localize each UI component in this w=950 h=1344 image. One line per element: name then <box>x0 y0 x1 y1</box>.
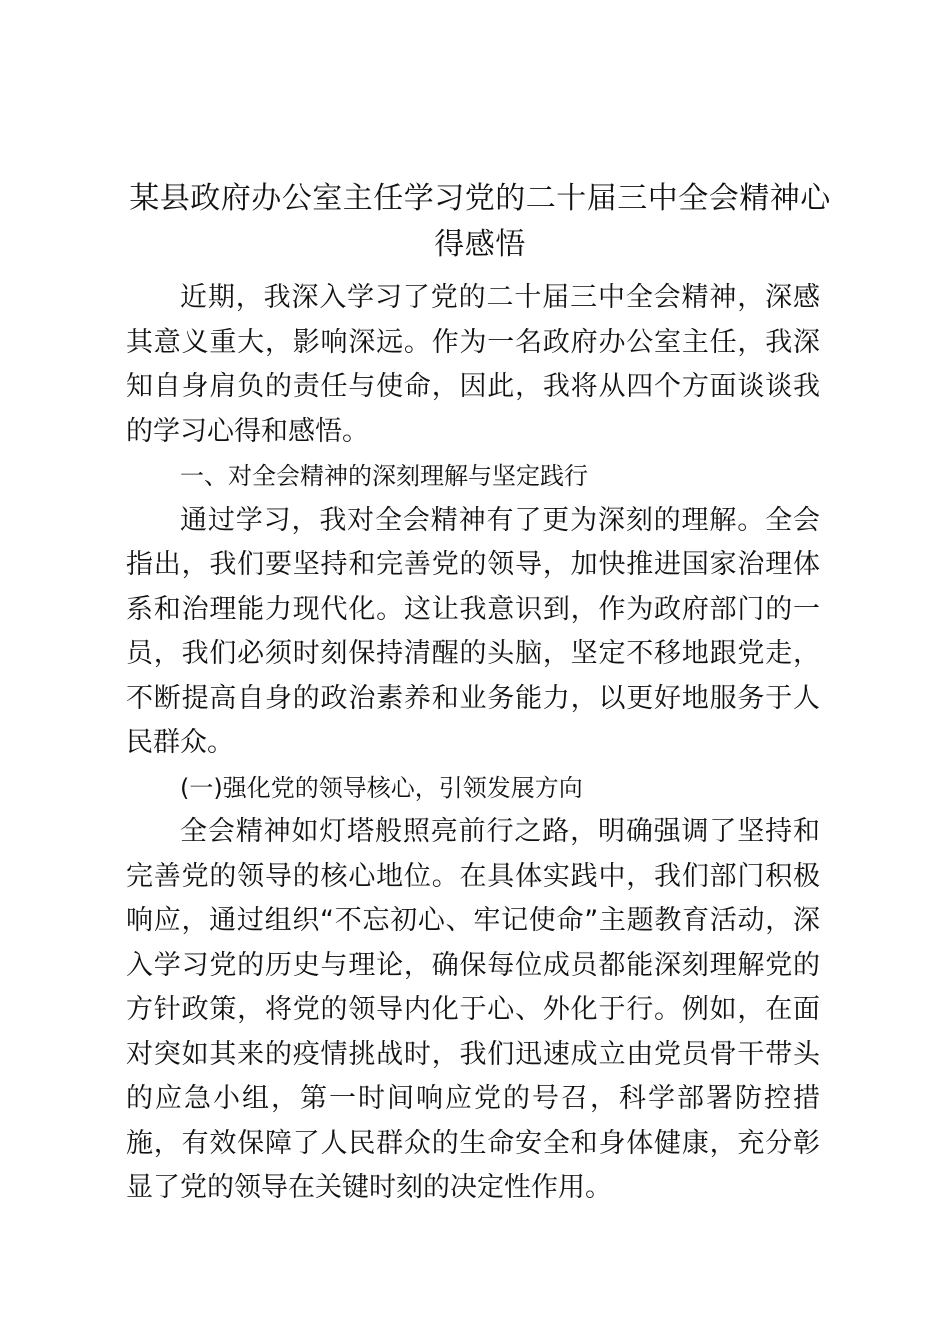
intro-paragraph: 近期，我深入学习了党的二十届三中全会精神，深感其意义重大，影响深远。作为一名政府办公室主任，我深知自身肩负的责任与使命，因此，我将从四个方面谈谈我的学习心得和感悟。 <box>126 282 820 447</box>
subsection-1-paragraph: 全会精神如灯塔般照亮前行之路，明确强调了坚持和完善党的领导的核心地位。在具体实践中，我们部门积极响应，通过组织“不忘初心、牢记使命”主题教育活动，深入学习党的历史与理论，确保每位成员都能深刻理解党的方针政策，将党的领导内化于心、外化于行。例如，在面对突如其来的疫情挑战时，我们迅速成立由党员骨干带头的应急小组，第一时间响应党的号召，科学部署防控措施，有效保障了人民群众的生命安全和身体健康，充分彰显了党的领导在关键时刻的决定性作用。 <box>126 816 820 1203</box>
section-heading-1: 一、对全会精神的深刻理解与坚定践行 <box>180 462 588 490</box>
section-1-paragraph: 通过学习，我对全会精神有了更为深刻的理解。全会指出，我们要坚持和完善党的领导，加快推进国家治理体系和治理能力现代化。这让我意识到，作为政府部门的一员，我们必须时刻保持清醒的头脑，坚定不移地跟党走，不断提高自身的政治素养和业务能力，以更好地服务于人民群众。 <box>126 504 820 758</box>
document-title: 某县政府办公室主任学习党的二十届三中全会精神心得感悟 <box>129 181 831 262</box>
document-body <box>126 276 820 1211</box>
subsection-heading-1: (一)强化党的领导核心，引领发展方向 <box>180 773 583 802</box>
